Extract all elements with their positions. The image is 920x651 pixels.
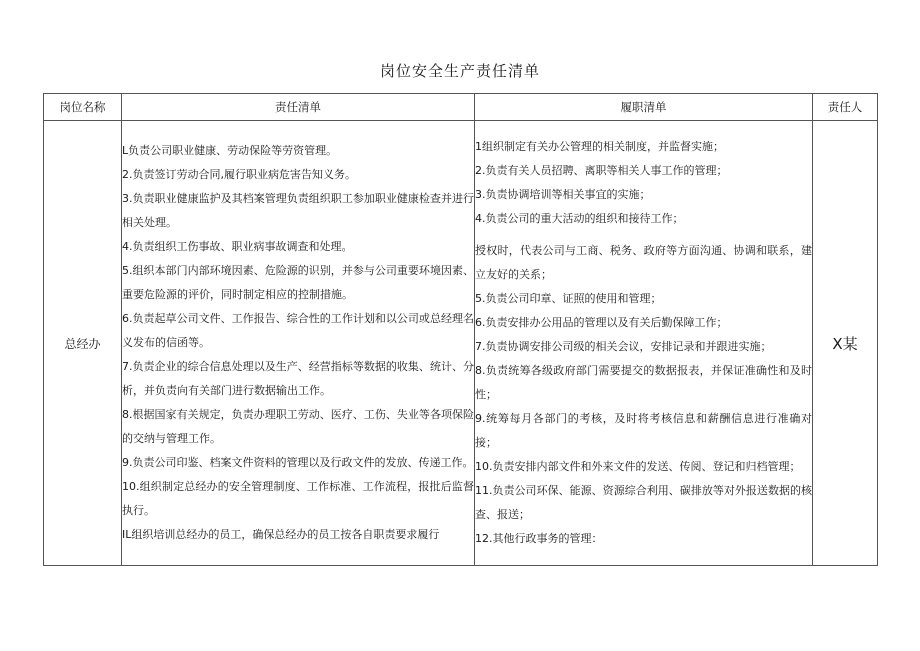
performance-item: 授权时，代表公司与工商、税务、政府等方面沟通、协调和联系，建立友好的关系； — [475, 244, 812, 281]
header-performance-list: 履职清单 — [475, 94, 813, 121]
responsibility-item: L负责公司职业健康、劳动保险等劳资管理。 — [122, 144, 338, 157]
responsibility-item: 9.负责公司印鉴、档案文件资料的管理以及行政文件的发放、传递工作。 — [122, 456, 474, 469]
responsibility-list-cell — [122, 121, 475, 566]
responsibility-item: 2.负责签订劳动合同,履行职业病危害告知义务。 — [122, 168, 356, 181]
performance-item: 2.负责有关人员招聘、离职等相关人事工作的管理； — [475, 164, 728, 177]
performance-item: 11.负责公司环保、能源、资源综合利用、碳排放等对外报送数据的核查、报送； — [475, 484, 812, 521]
performance-item: 9.统筹每月各部门的考核，及时将考核信息和薪酬信息进行准确对接； — [475, 412, 812, 449]
responsibility-table — [43, 93, 878, 566]
performance-list-cell — [475, 121, 813, 566]
performance-item: 7.负责协调安排公司级的相关会议，安排记录和并跟进实施； — [475, 340, 772, 353]
responsibility-item: 8.根据国家有关规定，负责办理职工劳动、医疗、工伤、失业等各项保险的交纳与管理工作。 — [122, 408, 474, 445]
performance-item: 5.负责公司印章、证照的使用和管理； — [475, 292, 662, 305]
responsibility-item: 3.负责职业健康监护及其档案管理负责组织职工参加职业健康检查并进行相关处理。 — [122, 192, 474, 229]
table-header-row — [44, 94, 878, 121]
performance-item: 1组织制定有关办公管理的相关制度，并监督实施； — [475, 140, 724, 153]
header-post-name: 岗位名称 — [44, 94, 122, 121]
owner-cell: X某 — [813, 121, 878, 566]
responsibility-item: 4.负责组织工伤事故、职业病事故调查和处理。 — [122, 240, 353, 253]
responsibility-item: IL组织培训总经办的员工，确保总经办的员工按各自职责要求履行 — [122, 528, 440, 541]
header-owner: 责任人 — [813, 94, 878, 121]
performance-item: 4.负责公司的重大活动的组织和接待工作； — [475, 212, 684, 225]
post-name-cell: 总经办 — [44, 121, 122, 566]
responsibility-item: 6.负责起草公司文件、工作报告、综合性的工作计划和以公司或总经理名义发布的信函等。 — [122, 312, 474, 349]
responsibility-item: 5.组织本部门内部环境因素、危险源的识别，并参与公司重要环境因素、重要危险源的评价，同时制定相应的控制措施。 — [122, 264, 474, 301]
header-responsibility-list: 责任清单 — [122, 94, 475, 121]
performance-item: 6.负责安排办公用品的管理以及有关后勤保障工作； — [475, 316, 728, 329]
performance-item: 3.负责协调培训等相关事宜的实施； — [475, 188, 651, 201]
responsibility-item: 7.负责企业的综合信息处理以及生产、经营指标等数据的收集、统计、分析，并负责向有关部门进行数据输出工作。 — [122, 360, 474, 397]
performance-item: 12.其他行政事务的管理： — [475, 532, 603, 545]
performance-item: 10.负责安排内部文件和外来文件的发送、传阅、登记和归档管理； — [475, 460, 801, 473]
table-row — [44, 121, 878, 566]
performance-item: 8.负责统筹各级政府部门需要提交的数据报表，并保证准确性和及时性； — [475, 364, 812, 401]
responsibility-item: 10.组织制定总经办的安全管理制度、工作标准、工作流程，报批后监督执行。 — [122, 480, 474, 517]
page-title: 岗位安全生产责任清单 — [379, 62, 540, 80]
